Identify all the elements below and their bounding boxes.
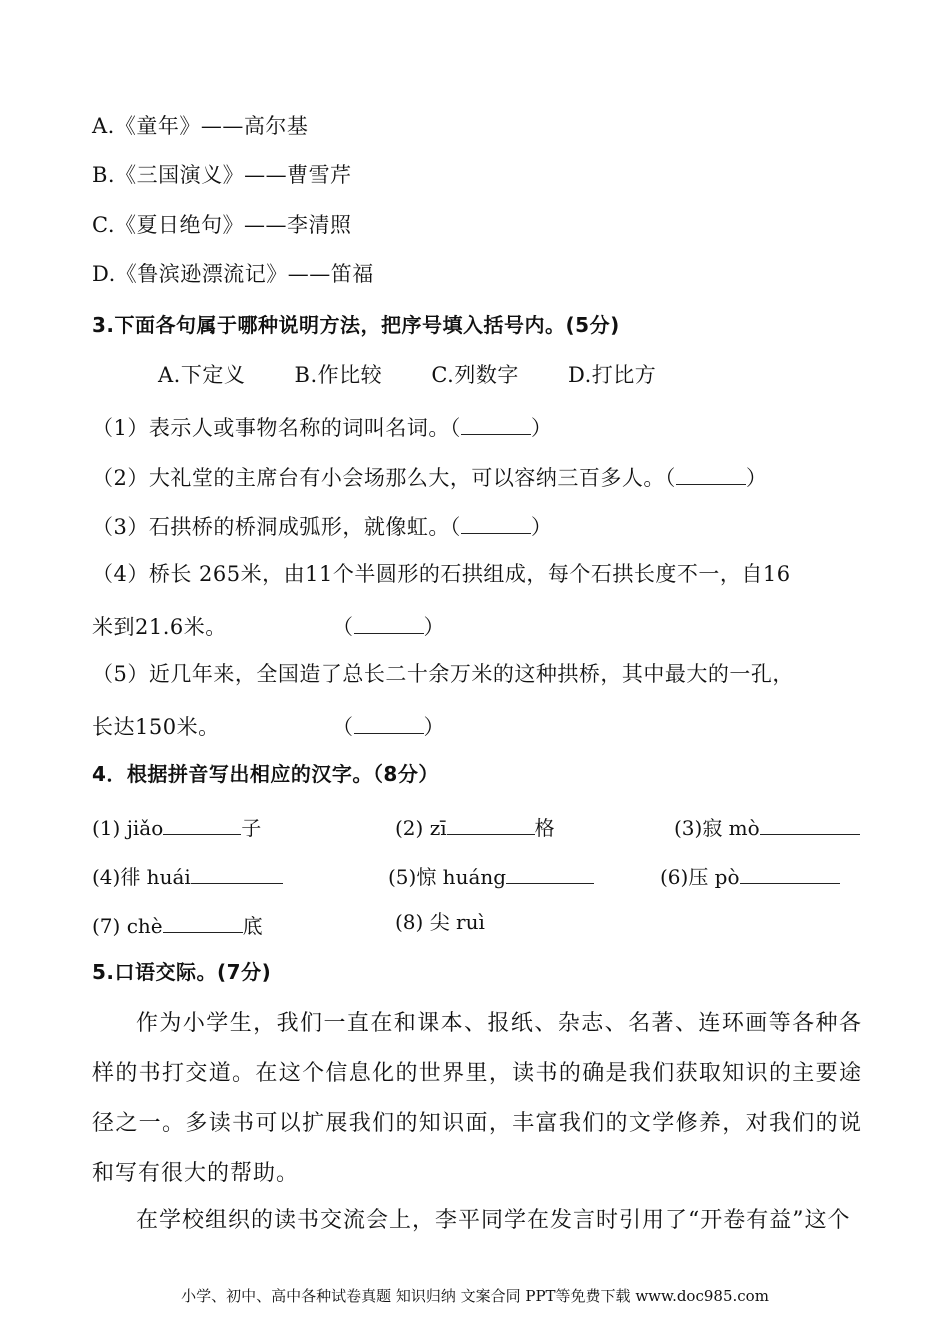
q3-item-1 xyxy=(92,414,552,439)
q2-option-d: D.《鲁滨逊漂流记》——笛福 xyxy=(92,262,374,286)
paren-open: （ xyxy=(449,416,461,440)
answer-blank[interactable] xyxy=(506,863,594,884)
q4-item-7 xyxy=(92,912,263,936)
q4-item-2-pinyin: (2) zī xyxy=(395,816,447,840)
q3-item-4-line1: （4）桥长 265米，由11个半圆形的石拱组成，每个石拱长度不一，自16 xyxy=(92,562,791,586)
q4-item-5-pinyin: (5)惊 huáng xyxy=(388,865,507,889)
answer-blank[interactable] xyxy=(461,414,531,435)
answer-blank[interactable] xyxy=(740,863,840,884)
q3-item-3 xyxy=(92,513,552,538)
answer-blank[interactable] xyxy=(354,613,424,634)
answer-blank[interactable] xyxy=(461,513,531,534)
q3-choice-b: B.作比较 xyxy=(294,363,383,387)
q3-item-5-line2 xyxy=(92,713,445,738)
paren-open: （ xyxy=(449,515,461,539)
page-footer: 小学、初中、高中各种试卷真题 知识归纳 文案合同 PPT等免费下载 www.doc985.com xyxy=(181,1287,769,1305)
q3-heading: 3.下面各句属于哪种说明方法，把序号填入括号内。(5分) xyxy=(92,313,620,337)
q2-option-c: C.《夏日绝句》——李清照 xyxy=(92,213,352,237)
q4-item-8 xyxy=(395,912,485,932)
q4-item-1-pinyin: (1) jiǎo xyxy=(92,816,164,840)
q5-paragraph-2: 在学校组织的读书交流会上，李平同学在发言时引用了“开卷有益”这个 xyxy=(136,1208,851,1233)
answer-blank[interactable] xyxy=(163,912,243,933)
paren-open: （ xyxy=(332,715,354,739)
q3-item-5-text: 长达150米。 xyxy=(92,715,220,739)
paren-close: ） xyxy=(423,715,445,739)
q4-item-2 xyxy=(395,814,555,838)
answer-blank[interactable] xyxy=(760,814,860,835)
q3-item-2-text: （2）大礼堂的主席台有小会场那么大，可以容纳三百多人。 xyxy=(92,466,665,490)
q4-item-2-suffix: 格 xyxy=(534,816,555,840)
q4-item-8-pinyin: (8) 尖 ruì xyxy=(395,910,485,934)
q4-item-6 xyxy=(660,863,840,887)
q3-choice-a: A.下定义 xyxy=(158,363,246,387)
q5-paragraph-1: 作为小学生，我们一直在和课本、报纸、杂志、名著、连环画等各种各样的书打交道。在这个信息化的世界里，读书的确是我们获取知识的主要途径之一。多读书可以扩展我们的知识面，丰富我们的文学修养，对我们的说和写有很大的帮助。 xyxy=(92,1011,862,1186)
q2-option-a: A.《童年》——高尔基 xyxy=(92,114,309,138)
answer-blank[interactable] xyxy=(191,863,283,884)
q3-item-4-line2 xyxy=(92,613,445,638)
q4-item-1 xyxy=(92,814,261,838)
q4-item-4 xyxy=(92,863,283,887)
q3-item-1-text: （1）表示人或事物名称的词叫名词。 xyxy=(92,416,450,440)
q4-item-7-suffix: 底 xyxy=(242,914,263,938)
q4-item-4-pinyin: (4)徘 huái xyxy=(92,865,191,889)
answer-blank[interactable] xyxy=(447,814,535,835)
paren-open: （ xyxy=(664,466,676,490)
q4-item-1-suffix: 子 xyxy=(241,816,262,840)
q2-option-b: B.《三国演义》——曹雪芹 xyxy=(92,163,352,187)
answer-blank[interactable] xyxy=(354,713,424,734)
answer-blank[interactable] xyxy=(676,464,746,485)
q4-item-7-pinyin: (7) chè xyxy=(92,914,163,938)
q5-heading: 5.口语交际。(7分) xyxy=(92,960,272,984)
q3-item-3-text: （3）石拱桥的桥洞成弧形，就像虹。 xyxy=(92,515,450,539)
paren-close: ） xyxy=(530,416,553,440)
q3-choices xyxy=(158,365,698,386)
q4-heading: 4．根据拼音写出相应的汉字。（8分） xyxy=(92,762,439,786)
paren-close: ） xyxy=(745,466,768,490)
q3-choice-c: C.列数字 xyxy=(431,363,519,387)
q4-item-3-pinyin: (3)寂 mò xyxy=(674,816,760,840)
q4-item-6-pinyin: (6)压 pò xyxy=(660,865,740,889)
paren-close: ） xyxy=(530,515,553,539)
answer-blank[interactable] xyxy=(163,814,241,835)
paren-open: （ xyxy=(332,615,354,639)
q3-item-5-line1: （5）近几年来，全国造了总长二十余万米的这种拱桥，其中最大的一孔， xyxy=(92,662,794,686)
q3-choice-d: D.打比方 xyxy=(568,363,657,387)
q3-item-2 xyxy=(92,464,767,489)
q4-item-3 xyxy=(674,814,860,838)
paren-close: ） xyxy=(423,615,445,639)
q3-item-4-text: 米到21.6米。 xyxy=(92,615,227,639)
q4-item-5 xyxy=(388,863,594,887)
